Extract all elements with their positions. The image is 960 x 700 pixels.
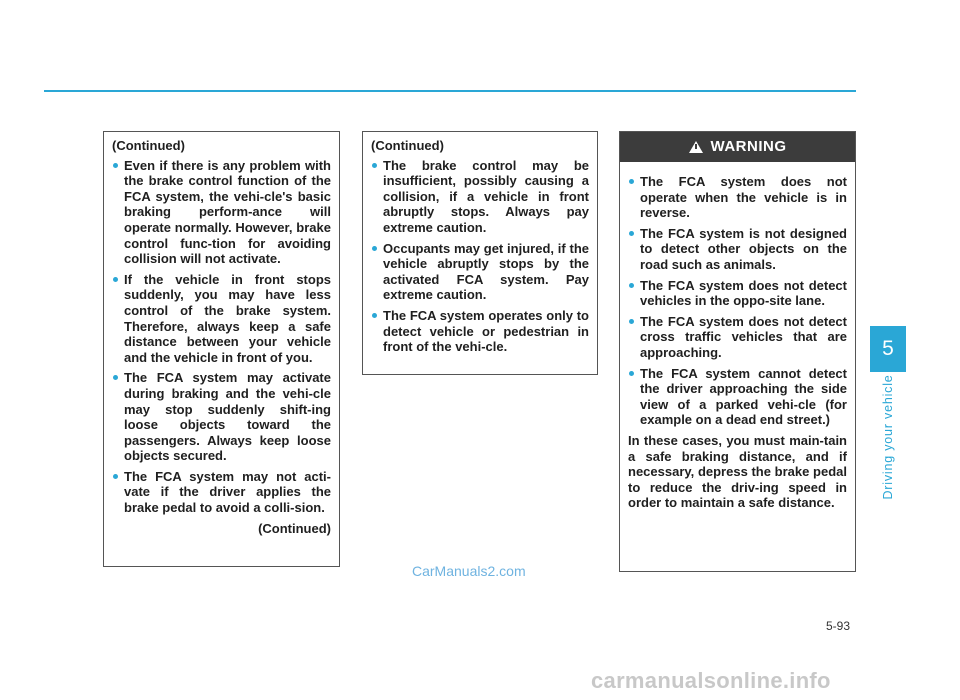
bullet-list <box>112 158 331 516</box>
list-item: The FCA system does not operate when the vehicle is in reverse. <box>628 174 847 221</box>
continued-label: (Continued) <box>371 138 444 153</box>
list-item: If the vehicle in front stops suddenly, you may have less control of the brake system. Therefore, always keep a safe distance between your vehicle and the vehicle in front of you. <box>112 272 331 366</box>
content-column-1 <box>103 131 340 567</box>
chapter-label: Driving your vehicle <box>881 374 895 500</box>
list-item: The FCA system may activate during braking and the vehi-cle may stop suddenly shift-ing loose objects toward the passengers. Always keep loose objects secured. <box>112 370 331 464</box>
page-number: 5-93 <box>826 619 851 633</box>
list-item: The FCA system does not detect cross traffic vehicles that are approaching. <box>628 314 847 361</box>
warning-box <box>619 131 856 572</box>
list-item: The FCA system is not designed to detect other objects on the road such as animals. <box>628 226 847 273</box>
continued-label: (Continued) <box>112 138 185 153</box>
content-column-2 <box>362 131 598 375</box>
list-item: The FCA system cannot detect the driver approaching the side view of a parked vehi-cle (for example on a dead end street.) <box>628 366 847 428</box>
chapter-tab: 5 <box>870 326 906 372</box>
list-item: Occupants may get injured, if the vehicle abruptly stops by the activated FCA system. Pay extreme caution. <box>371 241 589 303</box>
list-item: Even if there is any problem with the brake control function of the FCA system, the vehi-cle's basic braking perform-ance will operate normally. However, brake control func-tion for avoiding collision will not activate. <box>112 158 331 267</box>
list-item: The FCA system may not acti-vate if the driver applies the brake pedal to avoid a colli-sion. <box>112 469 331 516</box>
watermark-top: CarManuals2.com <box>412 563 526 579</box>
bullet-list <box>628 174 847 428</box>
bullet-list <box>371 158 589 355</box>
warning-body <box>620 162 855 511</box>
list-item: The FCA system operates only to detect vehicle or pedestrian in front of the vehi-cle. <box>371 308 589 355</box>
list-item: The FCA system does not detect vehicles in the oppo-site lane. <box>628 278 847 309</box>
header-rule <box>44 90 856 92</box>
warning-header <box>620 132 855 162</box>
continued-label-bottom: (Continued) <box>258 520 331 536</box>
warning-paragraph: In these cases, you must main-tain a safe braking distance, and if necessary, depress the brake pedal to reduce the driv-ing speed in order to maintain a safe distance. <box>628 432 847 511</box>
warning-triangle-icon <box>689 141 703 153</box>
warning-title: WARNING <box>710 138 787 156</box>
list-item: The brake control may be insufficient, possibly causing a collision, if a vehicle in front abruptly stops. Always pay extreme caution. <box>371 158 589 236</box>
watermark-bottom: carmanualsonline.info <box>591 668 831 693</box>
